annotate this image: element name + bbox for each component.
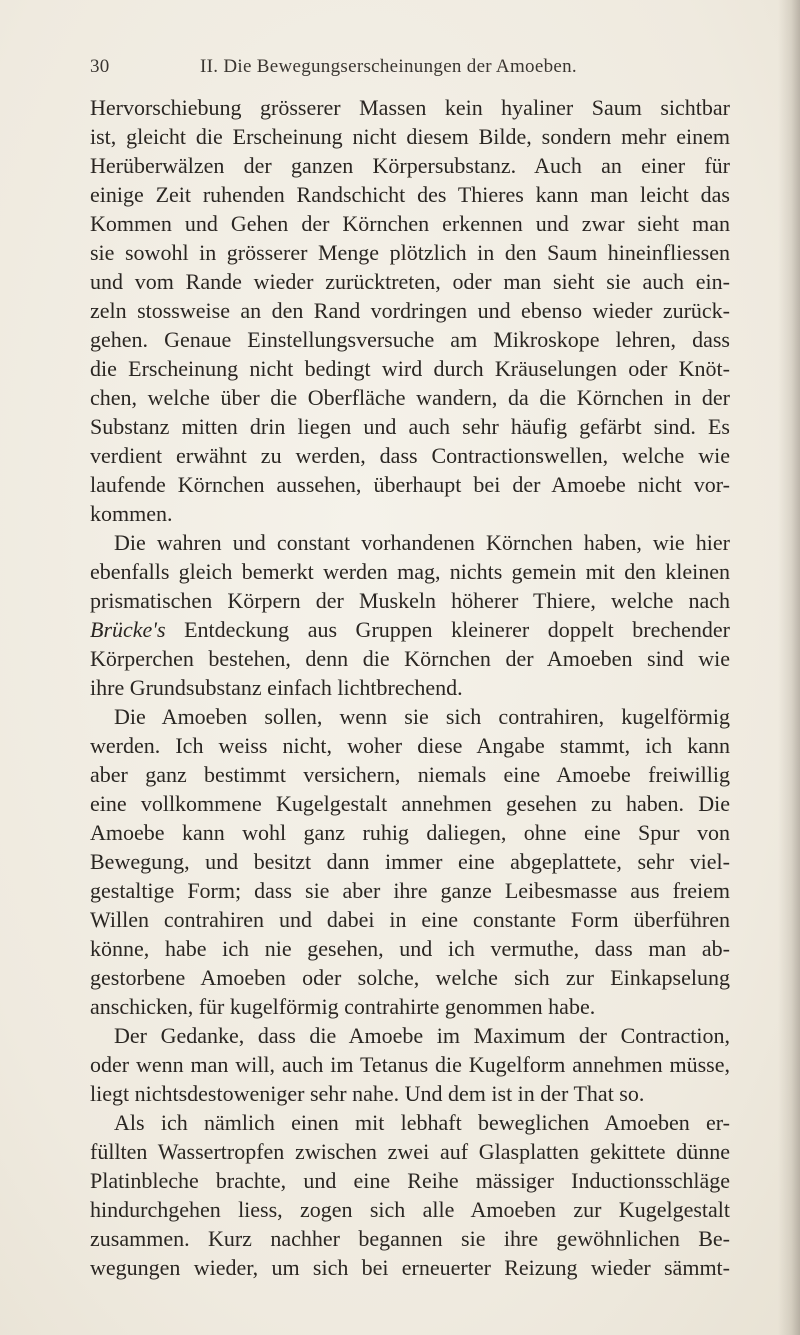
text-line: hindurchgehen liess, zogen sich alle Amoeben zur Kugelgestalt — [90, 1197, 730, 1222]
text-line: wegungen wieder, um sich bei erneuerter Reizung wieder sämmt- — [90, 1255, 730, 1280]
text-line: Hervorschiebung grösserer Massen kein hyaliner Saum sichtbar — [90, 95, 730, 120]
page-edge-shadow — [778, 0, 800, 1335]
text-line: Amoebe kann wohl ganz ruhig daliegen, ohne eine Spur von — [90, 820, 730, 845]
text-line: eine vollkommene Kugelgestalt annehmen gesehen zu haben. Die — [90, 791, 730, 816]
text-line: Substanz mitten drin liegen und auch sehr häufig gefärbt sind. Es — [90, 414, 730, 439]
text-line: Bewegung, und besitzt dann immer eine abgeplattete, sehr viel- — [90, 849, 730, 874]
text-line: sie sowohl in grösserer Menge plötzlich in den Saum hineinfliessen — [90, 240, 730, 265]
text-line: laufende Körnchen aussehen, überhaupt bei der Amoebe nicht vor- — [90, 472, 730, 497]
text-line: Herüberwälzen der ganzen Körpersubstanz. Auch an einer für — [90, 153, 730, 178]
text-line: liegt nichtsdestoweniger sehr nahe. Und dem ist in der That so. — [90, 1081, 645, 1106]
text-line: und vom Rande wieder zurücktreten, oder man sieht sie auch ein- — [90, 269, 730, 294]
text-line: prismatischen Körpern der Muskeln höherer Thiere, welche nach — [90, 588, 730, 613]
text-line: Die wahren und constant vorhandenen Körnchen haben, wie hier — [114, 530, 730, 555]
text-line: werden. Ich weiss nicht, woher diese Angabe stammt, ich kann — [90, 733, 730, 758]
text-line: oder wenn man will, auch im Tetanus die Kugelform annehmen müsse, — [90, 1052, 730, 1077]
text-line: füllten Wassertropfen zwischen zwei auf Glasplatten gekittete dünne — [90, 1139, 730, 1164]
text-line: anschicken, für kugelförmig contrahirte genommen habe. — [90, 994, 596, 1019]
text-line: gestaltige Form; dass sie aber ihre ganze Leibesmasse aus freiem — [90, 878, 730, 903]
text-line: gestorbene Amoeben oder solche, welche sich zur Einkapselung — [90, 965, 730, 990]
text-line: zusammen. Kurz nachher begannen sie ihre gewöhnlichen Be- — [90, 1226, 730, 1251]
italic-author-name: Brücke's — [90, 617, 166, 642]
text-line: chen, welche über die Oberfläche wandern, da die Körnchen in der — [90, 385, 730, 410]
page-number: 30 — [90, 56, 110, 77]
text-line: Willen contrahiren und dabei in eine constante Form überführen — [90, 907, 730, 932]
text-line: Als ich nämlich einen mit lebhaft beweglichen Amoeben er- — [114, 1110, 730, 1135]
text-line: Der Gedanke, dass die Amoebe im Maximum der Contraction, — [114, 1023, 730, 1048]
running-title: II. Die Bewegungserscheinungen der Amoeben. — [200, 56, 577, 77]
text-line: verdient erwähnt zu werden, dass Contractionswellen, welche wie — [90, 443, 730, 468]
text-line: ihre Grundsubstanz einfach lichtbrechend. — [90, 675, 463, 700]
text-line: zeln stossweise an den Rand vordringen und ebenso wieder zurück- — [90, 298, 730, 323]
text-line: aber ganz bestimmt versichern, niemals eine Amoebe freiwillig — [90, 762, 730, 787]
text-line: kommen. — [90, 501, 173, 526]
page-header — [90, 56, 730, 84]
text-line: die Erscheinung nicht bedingt wird durch Kräuselungen oder Knöt- — [90, 356, 730, 381]
text-line: könne, habe ich nie gesehen, und ich vermuthe, dass man ab- — [90, 936, 730, 961]
text-line — [90, 615, 730, 644]
text-line: Platinbleche brachte, und eine Reihe mässiger Inductionsschläge — [90, 1168, 730, 1193]
text-line-rest: Entdeckung aus Gruppen kleinerer doppelt brechender — [184, 617, 730, 642]
text-line: Die Amoeben sollen, wenn sie sich contrahiren, kugelförmig — [114, 704, 730, 729]
text-line: Kommen und Gehen der Körnchen erkennen und zwar sieht man — [90, 211, 730, 236]
text-line: ebenfalls gleich bemerkt werden mag, nichts gemein mit den kleinen — [90, 559, 730, 584]
body-text — [90, 93, 730, 1282]
text-line: Körperchen bestehen, denn die Körnchen der Amoeben sind wie — [90, 646, 730, 671]
text-line: ist, gleicht die Erscheinung nicht diesem Bilde, sondern mehr einem — [90, 124, 730, 149]
text-line: gehen. Genaue Einstellungsversuche am Mikroskope lehren, dass — [90, 327, 730, 352]
text-line: einige Zeit ruhenden Randschicht des Thieres kann man leicht das — [90, 182, 730, 207]
